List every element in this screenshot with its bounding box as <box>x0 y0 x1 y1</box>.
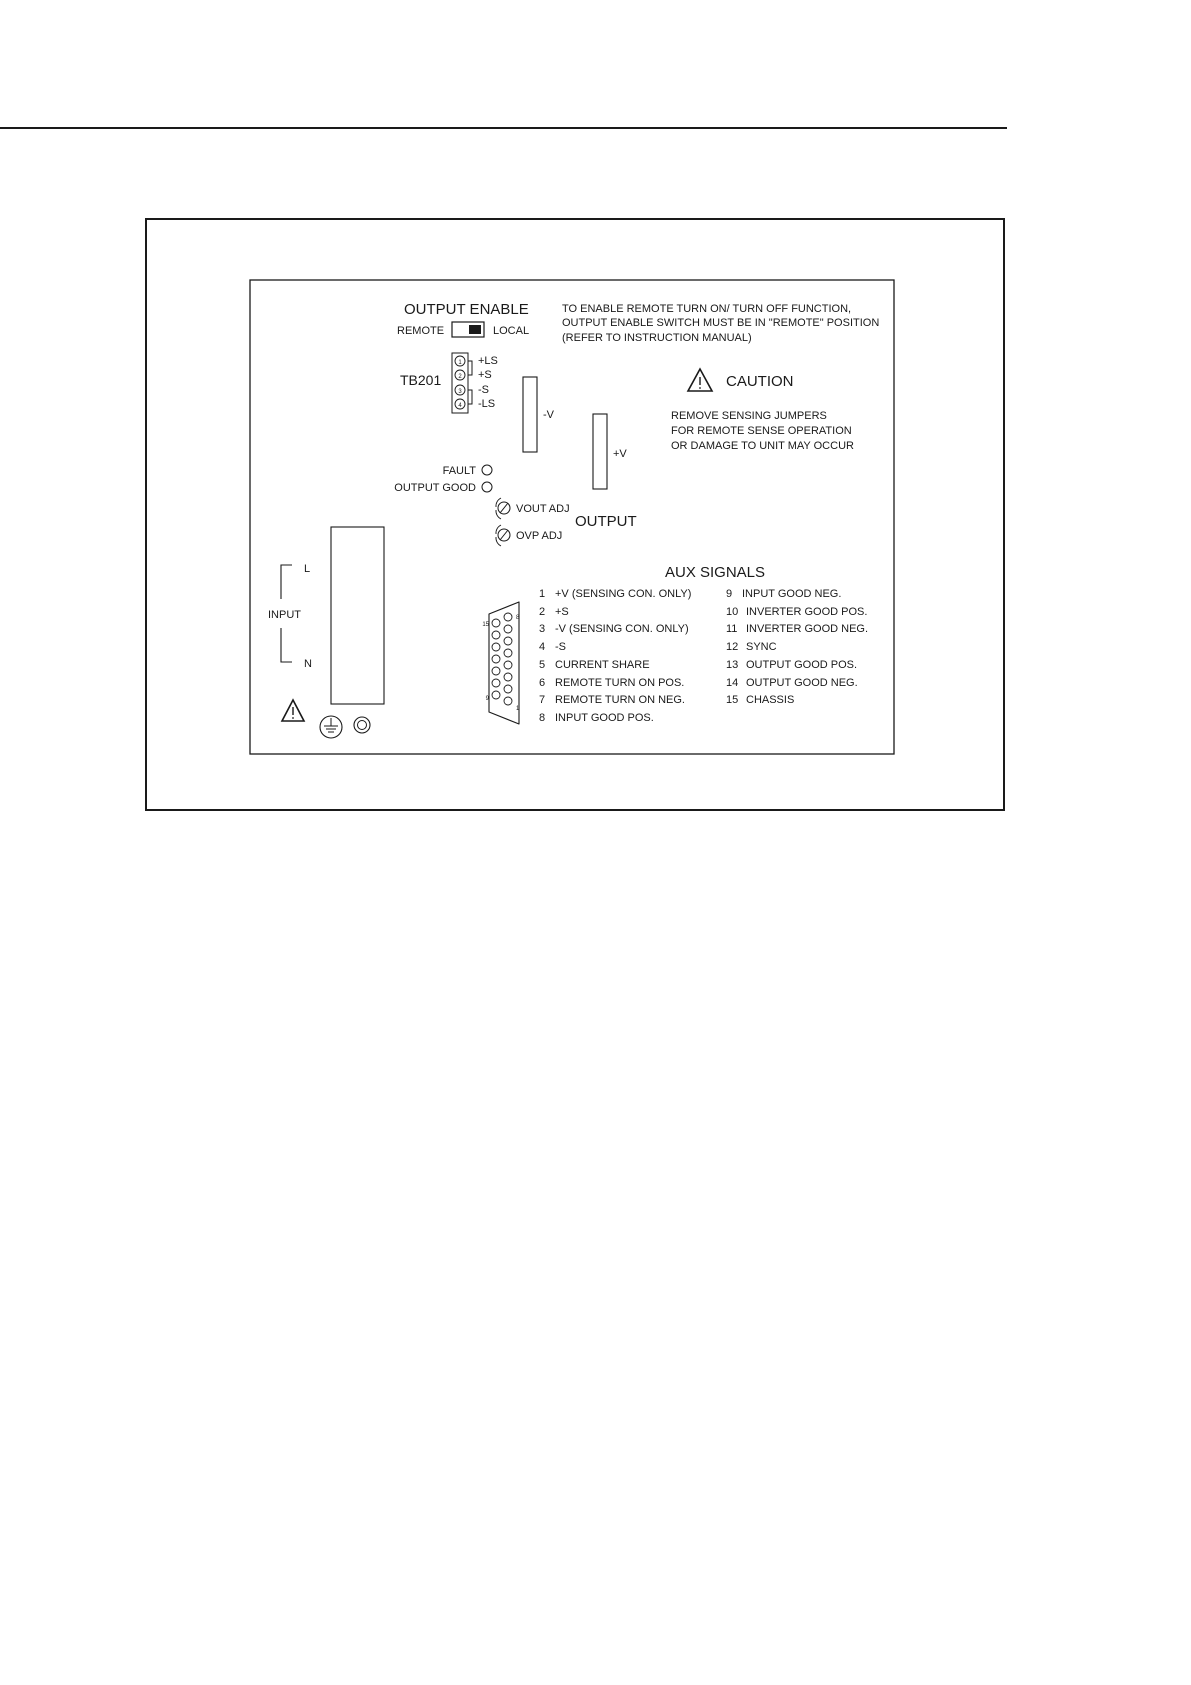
input-bracket-neutral <box>281 628 292 662</box>
aux-pin-signal: CURRENT SHARE <box>555 659 650 671</box>
aux-pin-number: 1 <box>539 588 546 600</box>
caution-title: CAUTION <box>726 373 794 390</box>
aux-pin-number: 15 <box>726 694 739 706</box>
notice-line-1: TO ENABLE REMOTE TURN ON/ TURN OFF FUNCTION, <box>562 303 852 315</box>
local-label: LOCAL <box>493 325 530 337</box>
aux-pin-number: 11 <box>726 623 738 635</box>
output-title: OUTPUT <box>575 513 637 530</box>
fault-label: FAULT <box>442 465 476 477</box>
aux-pin-signal: REMOTE TURN ON POS. <box>555 677 685 689</box>
protective-earth-icon <box>320 716 342 738</box>
input-line-label: L <box>304 563 311 575</box>
caution-line-2: FOR REMOTE SENSE OPERATION <box>671 425 852 437</box>
output-good-label: OUTPUT GOOD <box>394 482 476 494</box>
aux-pin-number: 10 <box>726 606 739 618</box>
tb201-pin-number-1: 1 <box>458 360 462 366</box>
aux-pin-number: 5 <box>539 659 546 671</box>
aux-pin-signal: +S <box>555 606 569 618</box>
input-title: INPUT <box>268 609 301 621</box>
input-neutral-label: N <box>304 658 312 670</box>
aux-pin-signal: CHASSIS <box>746 694 795 706</box>
ovp-adj-label: OVP ADJ <box>516 530 563 542</box>
aux-pin-signal: -V (SENSING CON. ONLY) <box>555 623 689 635</box>
aux-pin-number: 12 <box>726 641 739 653</box>
vout-adj-label: VOUT ADJ <box>516 503 570 515</box>
tb201-label: TB201 <box>400 372 442 388</box>
aux-pin-number: 4 <box>539 641 546 653</box>
aux-pin-signal: REMOTE TURN ON NEG. <box>555 694 685 706</box>
output-plus-label: +V <box>613 448 627 460</box>
aux-db15-connector[interactable] <box>489 602 519 724</box>
vout-adj-potentiometer[interactable] <box>496 498 510 519</box>
tb201-pin-label-1: +LS <box>478 355 498 367</box>
aux-pin-signal: +V (SENSING CON. ONLY) <box>555 588 692 600</box>
notice-line-3: (REFER TO INSTRUCTION MANUAL) <box>562 332 752 344</box>
tb201-pin-label-2: +S <box>478 369 492 381</box>
aux-pin-signal: OUTPUT GOOD NEG. <box>746 677 858 689</box>
fault-led <box>482 465 492 475</box>
tb201-pin-label-3: -S <box>478 384 489 396</box>
ground-warning-icon <box>282 700 304 721</box>
output-minus-busbar[interactable] <box>523 377 537 452</box>
tb201-pin-label-4: -LS <box>478 398 496 410</box>
aux-signals-title: AUX SIGNALS <box>665 564 766 581</box>
output-enable-switch[interactable] <box>452 322 484 337</box>
ac-input-terminal-block[interactable] <box>331 527 384 704</box>
tb201-terminal-block <box>452 353 472 413</box>
aux-connector-label-8: 8 <box>516 615 520 621</box>
aux-pin-number: 14 <box>726 677 739 689</box>
aux-connector-label-15: 15 <box>482 622 489 628</box>
tb201-pin-number-3: 3 <box>458 389 462 395</box>
chassis-ground-stud-icon[interactable] <box>354 717 370 733</box>
aux-pin-signal: SYNC <box>746 641 777 653</box>
aux-pin-number: 6 <box>539 677 546 689</box>
output-enable-title: OUTPUT ENABLE <box>404 301 529 318</box>
notice-line-2: OUTPUT ENABLE SWITCH MUST BE IN "REMOTE" POSITION <box>562 317 880 329</box>
aux-pin-signal: INVERTER GOOD POS. <box>746 606 868 618</box>
aux-connector-label-1: 1 <box>516 706 520 712</box>
input-bracket-line <box>281 565 292 599</box>
sense-jumper-plus <box>468 361 472 375</box>
aux-pin-number: 13 <box>726 659 739 671</box>
caution-line-1: REMOVE SENSING JUMPERS <box>671 410 827 422</box>
aux-pin-signal: INPUT GOOD POS. <box>555 712 654 724</box>
aux-pin-signal: INVERTER GOOD NEG. <box>746 623 869 635</box>
ovp-adj-potentiometer[interactable] <box>496 525 510 546</box>
tb201-pin-number-4: 4 <box>458 403 462 409</box>
sense-jumper-minus <box>468 390 472 404</box>
output-good-led <box>482 482 492 492</box>
output-plus-busbar[interactable] <box>593 414 607 489</box>
remote-label: REMOTE <box>397 325 445 337</box>
aux-pin-number: 9 <box>726 588 733 600</box>
aux-pin-signal: -S <box>555 641 566 653</box>
aux-connector-label-9: 9 <box>485 696 489 702</box>
aux-pin-signal: OUTPUT GOOD POS. <box>746 659 858 671</box>
aux-pin-number: 2 <box>539 606 546 618</box>
aux-pin-number: 7 <box>539 694 546 706</box>
output-minus-label: -V <box>543 409 554 421</box>
aux-pin-number: 8 <box>539 712 546 724</box>
caution-warning-icon <box>688 369 712 391</box>
aux-pin-signal: INPUT GOOD NEG. <box>742 588 842 600</box>
caution-line-3: OR DAMAGE TO UNIT MAY OCCUR <box>671 440 854 452</box>
aux-pin-number: 3 <box>539 623 546 635</box>
tb201-pin-number-2: 2 <box>458 374 462 380</box>
